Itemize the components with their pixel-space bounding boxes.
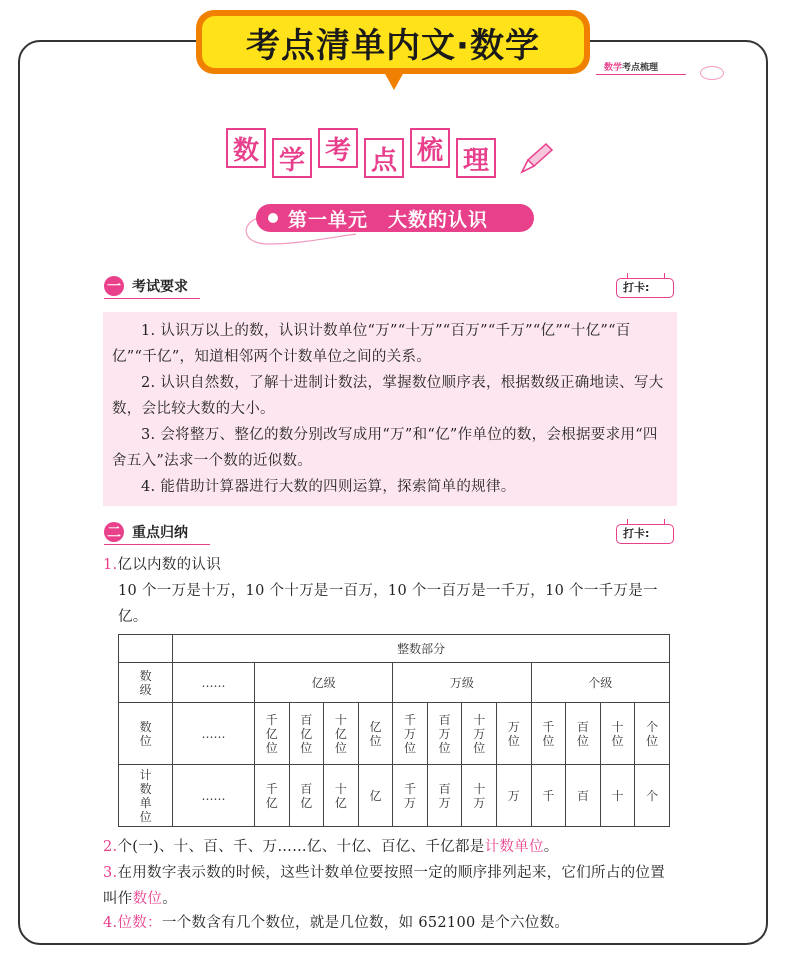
point-number: 2. [103, 839, 118, 855]
table-corner-cell [119, 635, 173, 663]
banner-pointer [384, 72, 404, 90]
point-title: 亿以内数的认识 [117, 557, 222, 573]
place-cell: 万位 [497, 703, 532, 765]
unit-cell: 亿 [358, 765, 393, 827]
group-cell: 万级 [393, 663, 531, 703]
unit-cell: 百亿 [289, 765, 324, 827]
place-cell: 十位 [600, 703, 635, 765]
keyword: 位数： [117, 915, 162, 931]
banner-title: 考点清单内文·数学 [246, 25, 540, 66]
corner-tag-text: 考点梳理 [622, 63, 659, 73]
section-underline [104, 298, 200, 299]
title-char: 点 [364, 138, 404, 178]
row-label-unit [119, 765, 173, 827]
unit-cell: 百万 [427, 765, 462, 827]
corner-underline [596, 74, 686, 75]
header-banner [196, 10, 590, 74]
requirement-item: 3. 会将整万、整亿的数分别改写成用“万”和“亿”作单位的数，会根据要求用“四舍五入”法求一个数的近似数。 [112, 427, 658, 469]
section-heading-key-points [104, 522, 188, 542]
checkin-box[interactable]: 打卡: [616, 278, 674, 298]
keyword: 计数单位 [484, 839, 544, 855]
row-label: 计数单位 [139, 767, 152, 824]
page-title [226, 128, 496, 178]
point-1-body: 10 个一万是十万，10 个十万是一百万，10 个一百万是一千万，10 个一千万是一亿。 [118, 583, 658, 625]
unit-heading [256, 204, 534, 232]
title-char: 数 [226, 128, 266, 168]
place-cell: 千位 [531, 703, 566, 765]
point-number: 3. [103, 865, 118, 881]
unit-cell: 个 [635, 765, 670, 827]
dots-cell: …… [173, 663, 255, 703]
requirements-list [112, 318, 672, 500]
section-title: 考试要求 [132, 279, 188, 295]
unit-title: 第一单元 大数的认识 [288, 208, 489, 231]
point-3: 3.在用数字表示数的时候，这些计数单位要按照一定的顺序排列起来，它们所占的位置叫作数位。 [103, 865, 666, 907]
point-2: 2.个(一)、十、百、千、万……亿、十亿、百亿、千亿都是计数单位。 [103, 839, 559, 855]
place-cell: 百位 [566, 703, 601, 765]
place-cell: 十亿位 [324, 703, 359, 765]
unit-cell: 十亿 [324, 765, 359, 827]
unit-cell: 十 [600, 765, 635, 827]
unit-cell: 千亿 [254, 765, 289, 827]
requirement-item: 1. 认识万以上的数，认识计数单位“万”“十万”“百万”“千万”“亿”“十亿”“百亿”“千亿”，知道相邻两个计数单位之间的关系。 [112, 323, 631, 365]
place-cell: 百亿位 [289, 703, 324, 765]
point-number: 4. [103, 915, 118, 931]
section-number: 二 [104, 522, 124, 542]
bullet-dot-icon [268, 213, 278, 223]
title-char: 梳 [410, 128, 450, 168]
unit-cell: 千 [531, 765, 566, 827]
requirement-item: 4. 能借助计算器进行大数的四则运算，探索简单的规律。 [141, 479, 516, 495]
title-char: 理 [456, 138, 496, 178]
place-cell: 十万位 [462, 703, 497, 765]
row-label-place [119, 703, 173, 765]
unit-cell: 十万 [462, 765, 497, 827]
requirement-item: 2. 认识自然数，了解十进制计数法，掌握数位顺序表，根据数级正确地读、写大数，会比较大数的大小。 [112, 375, 664, 417]
checkin-box[interactable]: 打卡: [616, 524, 674, 544]
unit-cell: 百 [566, 765, 601, 827]
group-cell: 个级 [531, 663, 669, 703]
keyword: 数位 [132, 891, 163, 907]
section-underline [104, 544, 210, 545]
section-number: 一 [104, 276, 124, 296]
unit-cell: 千万 [393, 765, 428, 827]
point-1-title [103, 552, 221, 578]
section-heading-requirements [104, 276, 188, 296]
unit-cell: 万 [497, 765, 532, 827]
section-title: 重点归纳 [132, 525, 188, 541]
table-header: 整数部分 [173, 635, 670, 663]
corner-swirl [700, 66, 724, 80]
place-cell: 千亿位 [254, 703, 289, 765]
place-cell: 百万位 [427, 703, 462, 765]
row-label: 数级 [139, 668, 152, 697]
pencil-icon [516, 138, 556, 178]
point-4: 4.位数：一个数含有几个数位，就是几位数，如 652100 是个六位数。 [103, 915, 570, 931]
corner-tag-subject: 数学 [604, 63, 623, 73]
group-cell: 亿级 [254, 663, 392, 703]
title-char: 考 [318, 128, 358, 168]
row-label: 数位 [139, 719, 152, 748]
title-char: 学 [272, 138, 312, 178]
dots-cell: …… [173, 765, 255, 827]
place-cell: 亿位 [358, 703, 393, 765]
place-cell: 个位 [635, 703, 670, 765]
dots-cell: …… [173, 703, 255, 765]
corner-tag [604, 60, 658, 73]
row-label-level [119, 663, 173, 703]
place-value-table [118, 634, 670, 827]
point-number: 1. [103, 557, 118, 573]
place-cell: 千万位 [393, 703, 428, 765]
